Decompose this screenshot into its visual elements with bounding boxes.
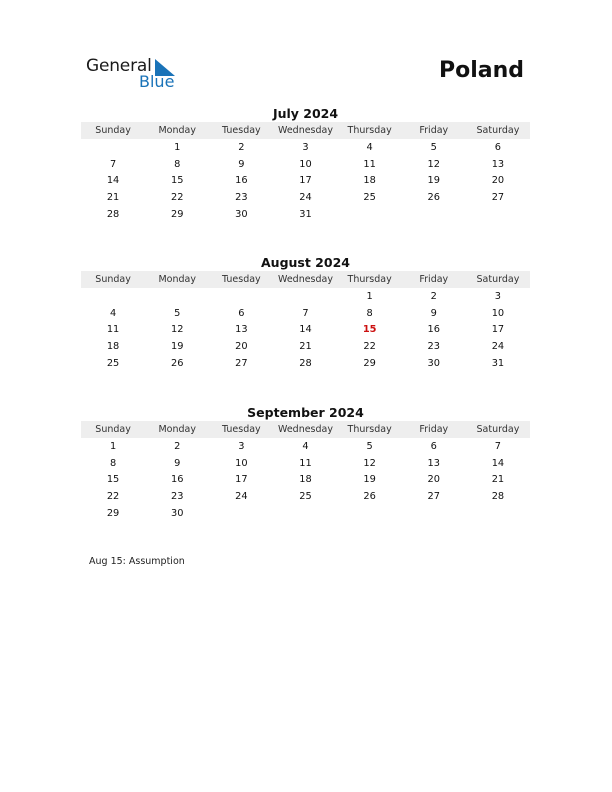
day-cell: 22 (170, 192, 184, 204)
day-cell: 14 (106, 175, 120, 187)
day-cell: 4 (366, 141, 373, 153)
day-cell: 28 (106, 209, 120, 221)
generalblue-logo (86, 56, 186, 92)
day-cell: 3 (238, 440, 245, 452)
day-cell: 22 (363, 341, 376, 353)
week-row (81, 189, 530, 206)
day-cell: 6 (238, 307, 245, 319)
day-cell: 19 (363, 474, 376, 486)
day-cell: 8 (174, 158, 181, 170)
day-cell: 25 (363, 192, 376, 204)
week-row (81, 472, 530, 489)
day-cell: 1 (174, 141, 181, 153)
day-cell: 4 (109, 307, 117, 319)
day-cell: 27 (235, 358, 248, 370)
day-cell: 10 (299, 158, 312, 170)
week-row (81, 206, 530, 223)
day-cell: 20 (427, 474, 440, 486)
empty-day-cell (273, 505, 337, 522)
empty-day-cell (81, 288, 145, 305)
day-cell: 26 (170, 358, 184, 370)
weekday-header: Thursday (338, 421, 402, 438)
day-cell: 19 (427, 175, 440, 187)
day-cell: 1 (366, 290, 373, 302)
day-cell: 18 (299, 474, 312, 486)
day-cell: 30 (427, 358, 440, 370)
month-title: August 2024 (261, 255, 350, 270)
day-cell: 13 (491, 158, 505, 170)
day-cell: 23 (170, 491, 184, 503)
day-cell: 13 (235, 324, 248, 336)
day-cell: 2 (174, 440, 181, 452)
day-cell: 28 (299, 358, 312, 370)
week-row (81, 338, 530, 355)
month-title: September 2024 (247, 405, 364, 420)
day-cell: 6 (494, 141, 502, 153)
day-cell: 15 (106, 474, 120, 486)
weekday-header: Friday (402, 271, 466, 288)
weekday-header-row (81, 122, 530, 139)
day-cell: 16 (235, 175, 248, 187)
weekday-header: Monday (145, 122, 209, 139)
month-title: July 2024 (272, 106, 339, 121)
empty-day-cell (209, 288, 273, 305)
weekday-header: Friday (402, 122, 466, 139)
day-cell: 7 (109, 158, 117, 170)
empty-day-cell (402, 505, 466, 522)
day-cell: 5 (366, 440, 373, 452)
week-row (81, 288, 530, 305)
day-cell: 9 (174, 457, 181, 469)
week-row (81, 139, 530, 156)
day-cell: 18 (363, 175, 376, 187)
day-cell: 4 (302, 440, 309, 452)
month-calendar-july (81, 106, 530, 223)
day-cell: 25 (106, 358, 120, 370)
weekday-header: Tuesday (209, 271, 273, 288)
day-cell: 31 (491, 358, 505, 370)
day-cell: 3 (494, 290, 502, 302)
logo-word-general: General (86, 56, 152, 76)
week-row (81, 173, 530, 190)
day-cell: 6 (430, 440, 437, 452)
day-cell: 9 (238, 158, 245, 170)
day-cell: 22 (106, 491, 120, 503)
day-cell: 31 (299, 209, 312, 221)
weekday-header: Thursday (338, 122, 402, 139)
day-cell: 21 (299, 341, 312, 353)
week-row (81, 438, 530, 455)
weekday-header: Tuesday (209, 122, 273, 139)
weekday-header: Monday (145, 271, 209, 288)
day-cell: 28 (491, 491, 505, 503)
day-cell: 8 (366, 307, 373, 319)
weekday-header: Sunday (81, 271, 145, 288)
day-cell: 12 (170, 324, 184, 336)
day-cell: 24 (491, 341, 505, 353)
day-cell: 10 (491, 307, 505, 319)
weekday-header-row (81, 421, 530, 438)
day-cell: 7 (302, 307, 309, 319)
day-cell: 12 (363, 457, 376, 469)
day-cell: 5 (430, 141, 437, 153)
holiday-day-cell: 15 (362, 324, 377, 336)
month-calendar-september (81, 405, 530, 522)
day-cell: 23 (235, 192, 248, 204)
day-cell: 17 (491, 324, 505, 336)
calendar-grid (81, 271, 530, 372)
weekday-header: Wednesday (273, 271, 337, 288)
day-cell: 17 (299, 175, 312, 187)
day-cell: 23 (427, 341, 440, 353)
day-cell: 11 (106, 324, 120, 336)
day-cell: 29 (106, 508, 120, 520)
day-cell: 11 (299, 457, 312, 469)
day-cell: 16 (427, 324, 440, 336)
day-cell: 27 (491, 192, 505, 204)
day-cell: 18 (106, 341, 120, 353)
weekday-header: Wednesday (273, 421, 337, 438)
day-cell: 9 (430, 307, 437, 319)
day-cell: 14 (299, 324, 312, 336)
calendar-grid (81, 421, 530, 522)
day-cell: 11 (363, 158, 376, 170)
day-cell: 5 (174, 307, 181, 319)
day-cell: 24 (299, 192, 312, 204)
week-row (81, 455, 530, 472)
day-cell: 21 (106, 192, 120, 204)
empty-day-cell (402, 206, 466, 223)
empty-day-cell (273, 288, 337, 305)
day-cell: 1 (109, 440, 117, 452)
empty-day-cell (338, 505, 402, 522)
empty-day-cell (209, 505, 273, 522)
week-row (81, 488, 530, 505)
day-cell: 2 (238, 141, 245, 153)
day-cell: 26 (363, 491, 376, 503)
country-title: Poland (438, 58, 524, 83)
day-cell: 29 (363, 358, 376, 370)
day-cell: 8 (109, 457, 117, 469)
empty-day-cell (338, 206, 402, 223)
day-cell: 29 (170, 209, 184, 221)
day-cell: 19 (170, 341, 184, 353)
day-cell: 13 (427, 457, 440, 469)
weekday-header: Sunday (81, 122, 145, 139)
weekday-header: Thursday (338, 271, 402, 288)
day-cell: 15 (170, 175, 184, 187)
week-row (81, 355, 530, 372)
day-cell: 14 (491, 457, 505, 469)
week-row (81, 156, 530, 173)
calendar-grid (81, 122, 530, 223)
weekday-header-row (81, 271, 530, 288)
weekday-header: Wednesday (273, 122, 337, 139)
day-cell: 24 (235, 491, 248, 503)
month-calendar-august (81, 255, 530, 372)
day-cell: 27 (427, 491, 440, 503)
logo-word-blue: Blue (139, 72, 175, 91)
weekday-header: Saturday (466, 122, 530, 139)
day-cell: 20 (491, 175, 505, 187)
holiday-note: Aug 15: Assumption (89, 556, 185, 567)
empty-day-cell (81, 139, 145, 156)
weekday-header: Monday (145, 421, 209, 438)
day-cell: 25 (299, 491, 312, 503)
day-cell: 20 (235, 341, 248, 353)
day-cell: 17 (235, 474, 248, 486)
week-row (81, 305, 530, 322)
day-cell: 30 (170, 508, 184, 520)
day-cell: 7 (494, 440, 502, 452)
weekday-header: Friday (402, 421, 466, 438)
week-row (81, 322, 530, 339)
day-cell: 30 (235, 209, 248, 221)
weekday-header: Sunday (81, 421, 145, 438)
day-cell: 16 (170, 474, 184, 486)
day-cell: 10 (235, 457, 248, 469)
weekday-header: Tuesday (209, 421, 273, 438)
day-cell: 3 (302, 141, 309, 153)
day-cell: 26 (427, 192, 440, 204)
weekday-header: Saturday (466, 421, 530, 438)
day-cell: 12 (427, 158, 440, 170)
weekday-header: Saturday (466, 271, 530, 288)
empty-day-cell (466, 206, 530, 223)
week-row (81, 505, 530, 522)
empty-day-cell (466, 505, 530, 522)
day-cell: 21 (491, 474, 505, 486)
day-cell: 2 (430, 290, 437, 302)
empty-day-cell (145, 288, 209, 305)
